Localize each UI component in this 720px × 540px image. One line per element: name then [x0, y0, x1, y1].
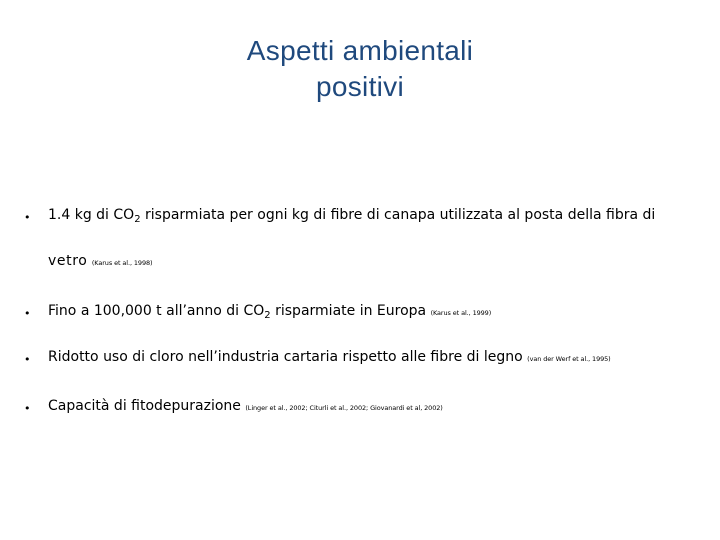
subscript: 2	[264, 310, 271, 321]
citation: (van der Werf et al., 1995)	[527, 355, 611, 363]
slide-title	[0, 33, 720, 105]
bullet-item-phytoremediation	[48, 398, 708, 414]
bullet-text-cont: risparmiate in Europa	[270, 303, 427, 319]
bullet-text: Ridotto uso di cloro nell’industria cartaria rispetto alle fibre di legno	[48, 349, 523, 365]
bullet-text: Fino a 100,000 t all’anno di CO	[48, 303, 265, 319]
bullet-item-co2-europe	[48, 303, 708, 319]
bullet-item-chlorine	[48, 349, 708, 365]
subscript: 2	[134, 214, 141, 225]
bullet-marker: •	[24, 402, 31, 415]
bullet-item-co2-per-kg-line-2	[48, 253, 708, 269]
citation: (Karus et al., 1999)	[430, 309, 492, 317]
citation: (Karus et al., 1998)	[91, 259, 153, 267]
bullet-text: Capacità di fitodepurazione	[48, 398, 241, 414]
bullet-item-co2-per-kg	[48, 207, 708, 223]
citation: (Linger et al., 2002; Citurli et al., 2002; Giovanardi et al, 2002)	[245, 404, 443, 412]
slide-title-line-2: positivi	[316, 71, 404, 102]
bullet-text: 1.4 kg di CO	[48, 207, 135, 223]
bullet-marker: •	[24, 353, 31, 366]
bullet-marker: •	[24, 307, 31, 320]
slide-title-line-1: Aspetti ambientali	[246, 35, 474, 66]
bullet-text-cont: risparmiata per ogni kg di fibre di canapa utilizzata al posta della fibra di	[140, 207, 656, 223]
bullet-text-wrap: vetro	[48, 253, 88, 269]
bullet-marker: •	[24, 211, 31, 224]
